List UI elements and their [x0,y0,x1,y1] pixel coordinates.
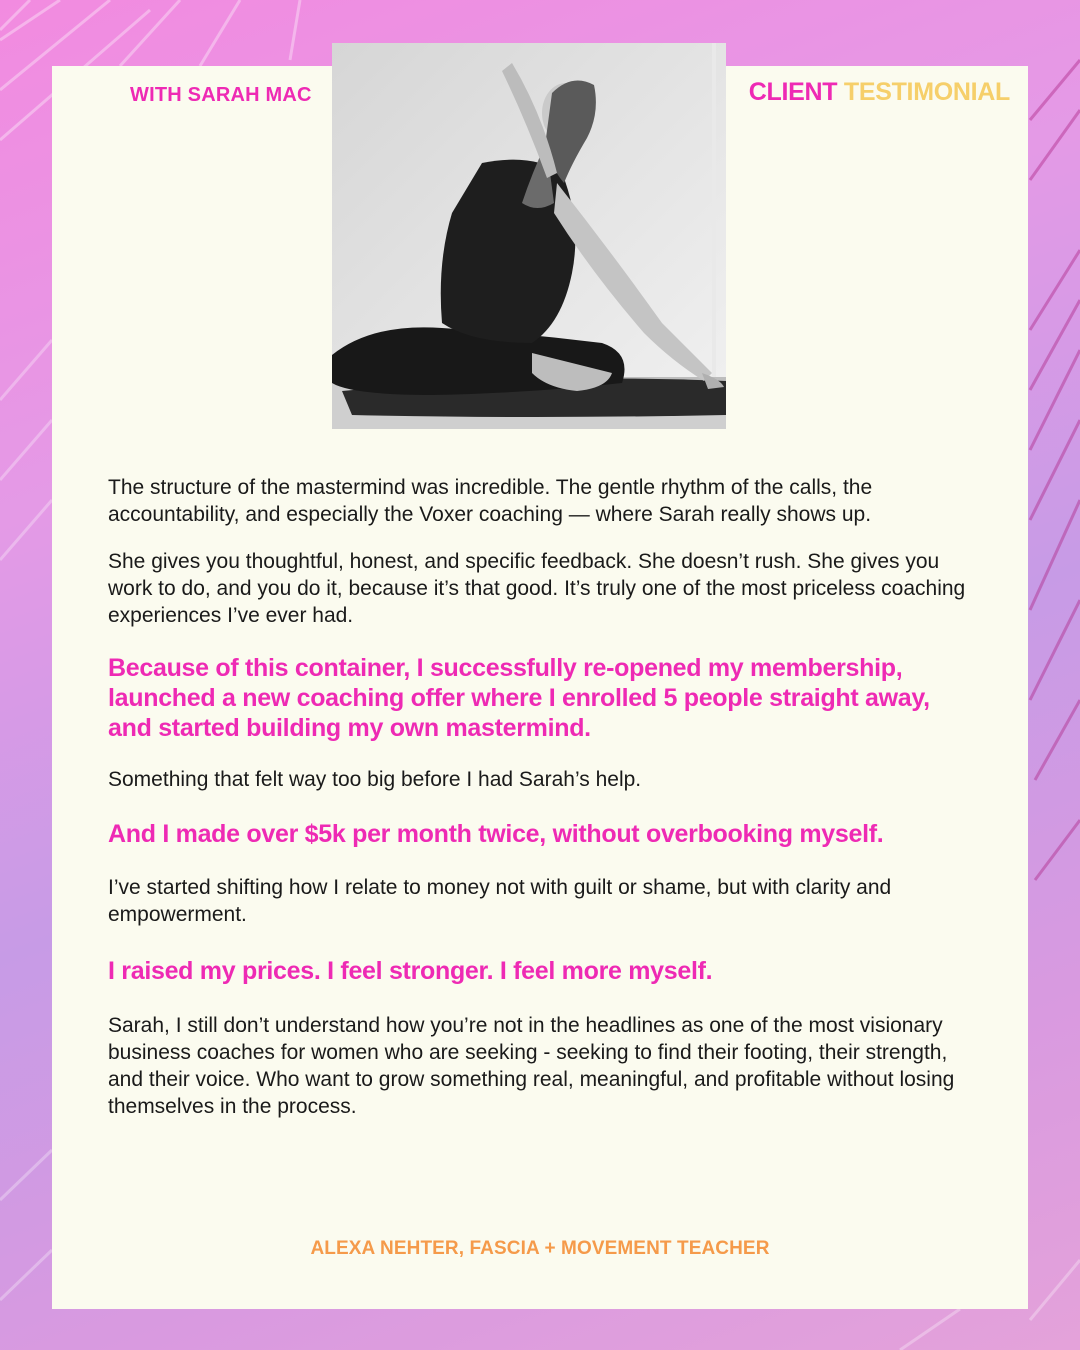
yoga-pose-illustration [332,43,726,429]
host-tag: WITH SARAH MAC [130,84,312,106]
testimonial-paragraph-3: Something that felt way too big before I had Sarah’s help. [108,768,642,791]
testimonial-paragraph-1: The structure of the mastermind was incredible. The gentle rhythm of the calls, the accountability, and especially the Voxer coaching — where Sarah really shows up. [108,476,873,526]
client-testimonial-title [749,78,1010,107]
client-signature: ALEXA NEHTER, FASCIA + MOVEMENT TEACHER [310,1238,770,1259]
title-word-client: CLIENT [748,78,838,106]
testimonial-paragraph-5: Sarah, I still don’t understand how you’re not in the headlines as one of the most visionary business coaches for women who are seeking - seeking to find their footing, their strength, and their voice. Who want to grow something real, meaningful, and profitable without losing themselves in the process. [108,1014,955,1118]
client-photo [332,43,726,429]
testimonial-highlight-1: Because of this container, I successfully re-opened my membership, launched a new coaching offer where I enrolled 5 people straight away, and started building my own mastermind. [108,654,930,742]
testimonial-paragraph-2: She gives you thoughtful, honest, and specific feedback. She doesn’t rush. She gives you work to do, and you do it, because it’s that good. It’s truly one of the most priceless coaching experiences I’ve ever had. [108,550,966,627]
testimonial-paragraph-4: I’ve started shifting how I relate to money not with guilt or shame, but with clarity and empowerment. [108,876,892,926]
testimonial-body [108,474,968,1120]
title-word-testimonial: TESTIMONIAL [843,78,1010,106]
testimonial-highlight-3: I raised my prices. I feel stronger. I feel more myself. [108,957,713,985]
testimonial-highlight-2: And I made over $5k per month twice, without overbooking myself. [108,820,884,848]
